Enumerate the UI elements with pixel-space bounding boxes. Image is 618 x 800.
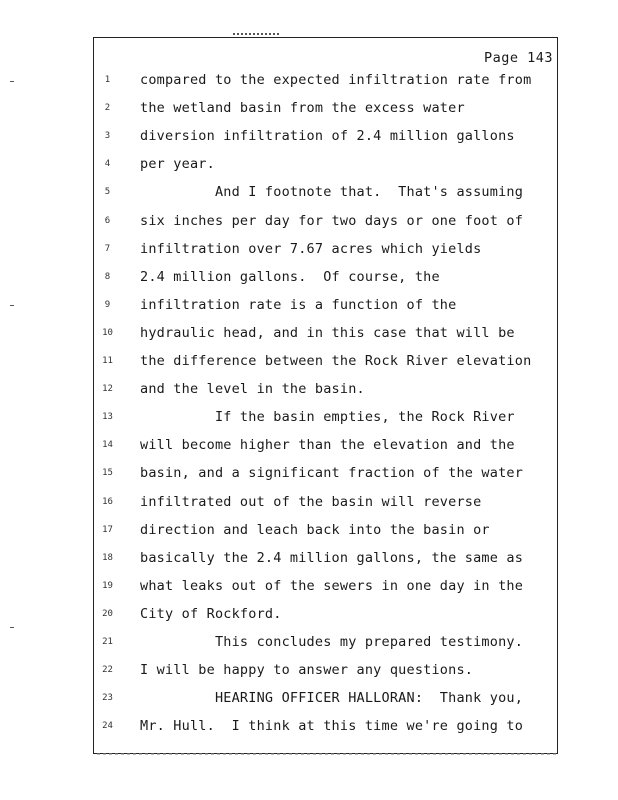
transcript-line — [95, 184, 555, 204]
line-text: basically the 2.4 million gallons, the same as — [140, 549, 524, 566]
line-number: 5 — [104, 187, 111, 198]
page-number: Page 143 — [483, 50, 553, 66]
transcript-line — [95, 297, 555, 317]
line-number: 2 — [104, 103, 111, 114]
line-number: 15 — [102, 468, 113, 479]
line-number: 7 — [104, 243, 111, 254]
line-number: 13 — [102, 412, 113, 423]
line-text: basin, and a significant fraction of the water — [140, 465, 524, 482]
transcript-line — [95, 72, 555, 92]
line-number: 22 — [102, 665, 113, 676]
line-text: per year. — [140, 156, 215, 173]
transcript-line — [95, 494, 555, 514]
line-text: infiltrated out of the basin will reverse — [140, 493, 482, 510]
scan-mark — [10, 627, 14, 628]
transcript-line — [95, 325, 555, 345]
line-number: 11 — [102, 356, 113, 366]
transcript-line — [95, 353, 555, 373]
transcript-line — [95, 241, 555, 261]
line-number: 4 — [104, 159, 111, 170]
line-number: 19 — [102, 580, 113, 591]
line-text: infiltration rate is a function of the — [140, 296, 457, 313]
line-number: 21 — [102, 637, 113, 647]
line-number: 6 — [104, 215, 111, 226]
line-number: 8 — [104, 271, 111, 282]
line-number: 18 — [102, 552, 113, 563]
transcript-line — [95, 437, 555, 457]
line-text: the difference between the Rock River elevation — [140, 353, 532, 369]
transcript-line — [95, 550, 555, 570]
page-bottom-shadow — [97, 753, 559, 755]
scan-mark — [10, 81, 14, 82]
transcript-line — [95, 634, 555, 654]
scan-mark — [10, 305, 14, 306]
line-text: 2.4 million gallons. Of course, the — [140, 268, 440, 285]
transcript-line — [95, 128, 555, 148]
transcript-line — [95, 690, 555, 710]
scan-artifact — [233, 33, 281, 35]
line-number: 10 — [102, 327, 113, 338]
line-text: six inches per day for two days or one foot of — [140, 212, 524, 229]
transcript-line — [95, 213, 555, 233]
line-text: hydraulic head, and in this case that will be — [140, 324, 515, 341]
line-number: 20 — [102, 608, 113, 619]
line-number: 16 — [102, 496, 113, 507]
line-text: If the basin empties, the Rock River — [140, 409, 515, 426]
line-number: 9 — [104, 299, 111, 310]
line-text: compared to the expected infiltration rate from — [140, 72, 532, 88]
transcript-line — [95, 606, 555, 626]
line-number: 14 — [102, 440, 113, 451]
line-text: direction and leach back into the basin or — [140, 521, 490, 538]
line-number: 12 — [102, 384, 113, 395]
line-number: 1 — [104, 75, 111, 85]
line-text: City of Rockford. — [140, 605, 282, 622]
line-number: 23 — [102, 693, 113, 704]
line-text: I will be happy to answer any questions. — [140, 662, 474, 679]
transcript-line — [95, 409, 555, 429]
transcript-line — [95, 269, 555, 289]
line-number: 24 — [102, 721, 113, 732]
transcript-line — [95, 718, 555, 738]
line-text: infiltration over 7.67 acres which yields — [140, 240, 482, 257]
line-text: diversion infiltration of 2.4 million gallons — [140, 128, 515, 145]
transcript-line — [95, 156, 555, 176]
line-number: 3 — [104, 131, 111, 142]
line-text: will become higher than the elevation and the — [140, 437, 515, 454]
line-number: 17 — [102, 524, 113, 535]
line-text: and the level in the basin. — [140, 381, 365, 398]
line-text: This concludes my prepared testimony. — [140, 634, 524, 650]
line-text: the wetland basin from the excess water — [140, 100, 465, 117]
line-text: HEARING OFFICER HALLORAN: Thank you, — [140, 690, 524, 707]
transcript-line — [95, 662, 555, 682]
line-text: what leaks out of the sewers in one day in the — [140, 577, 524, 594]
transcript-line — [95, 465, 555, 485]
transcript-line — [95, 578, 555, 598]
line-text: And I footnote that. That's assuming — [140, 184, 524, 201]
line-text: Mr. Hull. I think at this time we're going to — [140, 718, 524, 735]
transcript-line — [95, 522, 555, 542]
transcript-line — [95, 100, 555, 120]
transcript-line — [95, 381, 555, 401]
